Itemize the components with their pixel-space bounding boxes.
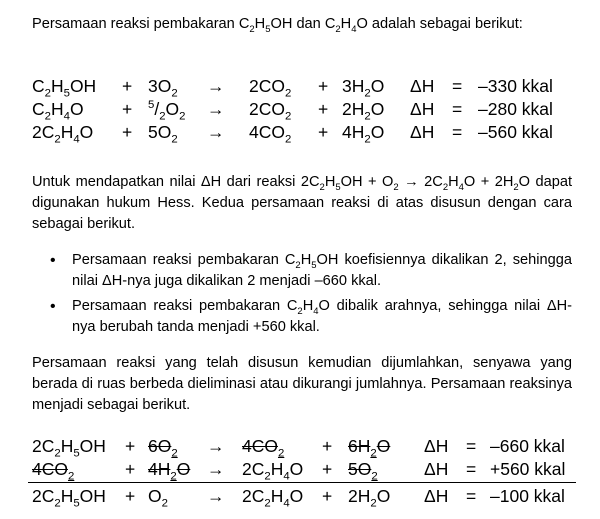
reactant-1: $C_2H_5OH$ (32, 76, 97, 100)
equation-sum: $2C_2H_5OH$ + $O_2$ → $2C_2H_4O$ + $2H_2O$ ΔH = –100 kkal (32, 486, 565, 510)
summation-paragraph: Persamaan reaksi yang telah disusun kemudian dijumlahkan, senyawa yang berada di ruas berbeda dieliminasi atau dikurangi jumlahnya. Persamaan reaksinya menjadi sebagai berikut. (32, 355, 572, 413)
equation-row-2: $C_2H_4O$ + $^5/_2O_2$ → $2CO_2$ + $2H_2O$ ΔH = –280 kkal (32, 99, 553, 123)
equation-row-1: $C_2H_5OH$ + $3O_2$ → $2CO_2$ + $3H_2O$ ΔH = –330 kkal (32, 76, 553, 100)
equation-row-3: $2C_2H_4O$ + $5O_2$ → $4CO_2$ + $4H_2O$ ΔH = –560 kkal (32, 122, 553, 146)
equation-row-5: $4CO_2$ + $4H_2O$ → $2C_2H_4O$ + $5O_2$ ΔH = +560 kkal (32, 459, 566, 483)
equation-row-4: $2C_2H_5OH$ + $6O_2$ → $4CO_2$ + $6H_2O$ ΔH = –660 kkal (32, 436, 565, 460)
hess-paragraph: Untuk mendapatkan nilai ΔH dari reaksi $2C_2H_5OH + O_2 \to 2C_2H_4O + 2H_2O$ dapat digunakan hukum Hess. Kedua persamaan reaksi di atas disusun dengan cara sebagai berikut. (32, 174, 573, 232)
intro-paragraph: Persamaan reaksi pembakaran $C_2H_5OH$ dan $C_2H_4O$ adalah sebagai berikut: (32, 16, 523, 35)
steps-list (50, 250, 572, 342)
sum-divider (28, 482, 576, 483)
list-item: • Persamaan reaksi pembakaran $C_2H_4O$ dibalik arahnya, sehingga nilai ΔH-nya berubah tanda menjadi +560 kkal. (50, 296, 572, 338)
list-item: • Persamaan reaksi pembakaran $C_2H_5OH$ koefisiennya dikalikan 2, sehingga nilai ΔH-nya juga dikalikan 2 menjadi –660 kkal. (50, 250, 572, 292)
